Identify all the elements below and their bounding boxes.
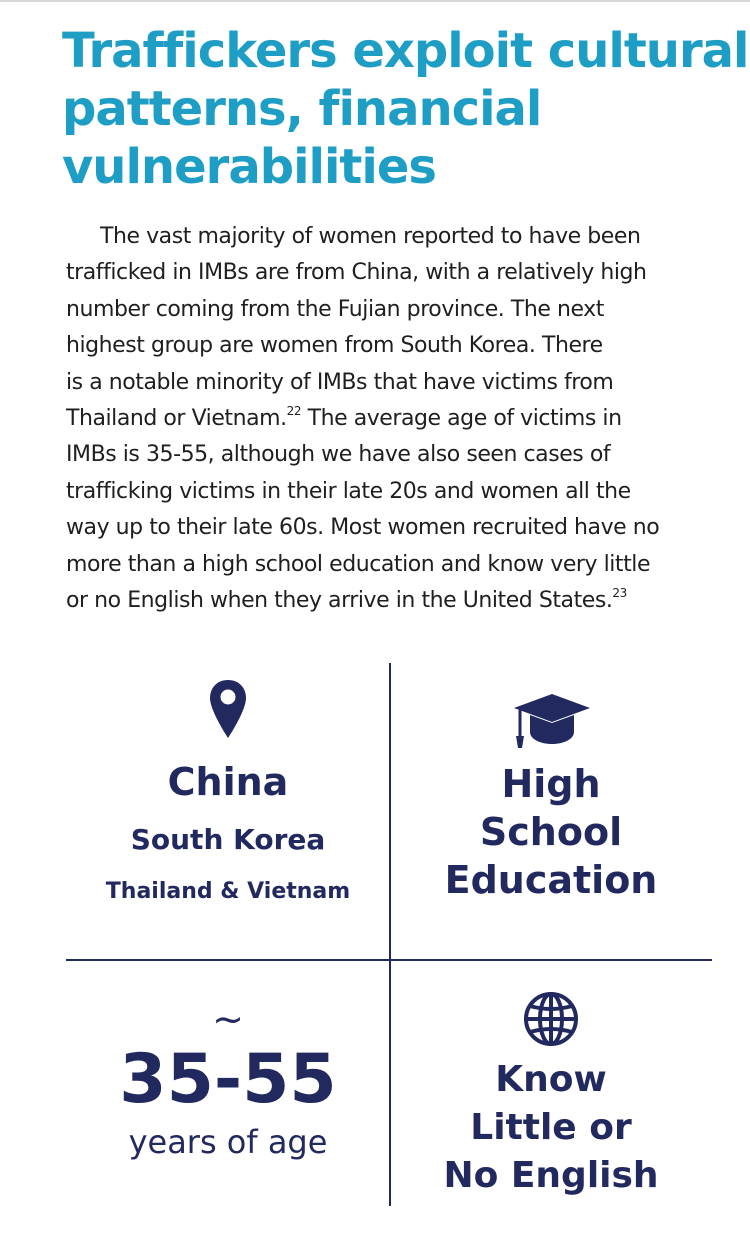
body-paragraph bbox=[66, 219, 716, 619]
title-line-3: vulnerabilities bbox=[62, 139, 436, 195]
education-level bbox=[392, 760, 710, 904]
age-caption: years of age bbox=[128, 1123, 328, 1161]
paragraph-text: Thailand or Vietnam. bbox=[66, 406, 287, 432]
origin-primary: China bbox=[167, 760, 289, 804]
title-line-1: Traffickers exploit cultural bbox=[62, 23, 749, 79]
education-line: School bbox=[479, 810, 623, 854]
footnote-ref-22: 22 bbox=[286, 404, 302, 419]
english-level bbox=[392, 1056, 710, 1200]
grid-horizontal-divider bbox=[66, 959, 712, 961]
title-line-2: patterns, financial bbox=[62, 81, 542, 137]
location-pin-icon bbox=[208, 678, 248, 740]
top-divider bbox=[0, 0, 750, 2]
paragraph-line: trafficking victims in their late 20s and women all the bbox=[66, 478, 631, 504]
origin-countries bbox=[70, 758, 386, 906]
paragraph-line bbox=[66, 401, 716, 437]
grid-vertical-divider bbox=[389, 663, 391, 1206]
graduation-cap-icon bbox=[512, 692, 592, 750]
paragraph-line: is a notable minority of IMBs that have victims from bbox=[66, 369, 614, 395]
english-line: No English bbox=[443, 1155, 659, 1196]
globe-icon bbox=[522, 990, 580, 1048]
paragraph-text: The average age of victims in bbox=[301, 406, 622, 432]
paragraph-line: way up to their late 60s. Most women recruited have no bbox=[66, 515, 660, 541]
paragraph-line: highest group are women from South Korea. There bbox=[66, 333, 603, 359]
origin-tertiary: Thailand & Vietnam bbox=[105, 879, 351, 904]
english-line: Little or bbox=[470, 1107, 632, 1148]
education-line: High bbox=[501, 762, 601, 806]
paragraph-line: The vast majority of women reported to have been bbox=[100, 224, 641, 249]
origin-secondary: South Korea bbox=[130, 823, 326, 856]
paragraph-line: more than a high school education and know very little bbox=[66, 551, 651, 577]
footnote-ref-23: 23 bbox=[612, 586, 627, 601]
paragraph-line bbox=[66, 583, 716, 619]
english-line: Know bbox=[495, 1059, 607, 1100]
education-line: Education bbox=[444, 858, 658, 902]
approx-symbol: ~ bbox=[212, 997, 244, 1041]
paragraph-line: number coming from the Fujian province. The next bbox=[66, 296, 604, 322]
age-value: 35-55 bbox=[119, 1040, 337, 1119]
page-title bbox=[62, 22, 749, 196]
paragraph-text: or no English when they arrive in the United States. bbox=[66, 588, 613, 614]
paragraph-line: IMBs is 35-55, although we have also seen cases of bbox=[66, 442, 611, 468]
paragraph-line: trafficked in IMBs are from China, with a relatively high bbox=[66, 260, 647, 286]
age-range bbox=[70, 997, 386, 1162]
